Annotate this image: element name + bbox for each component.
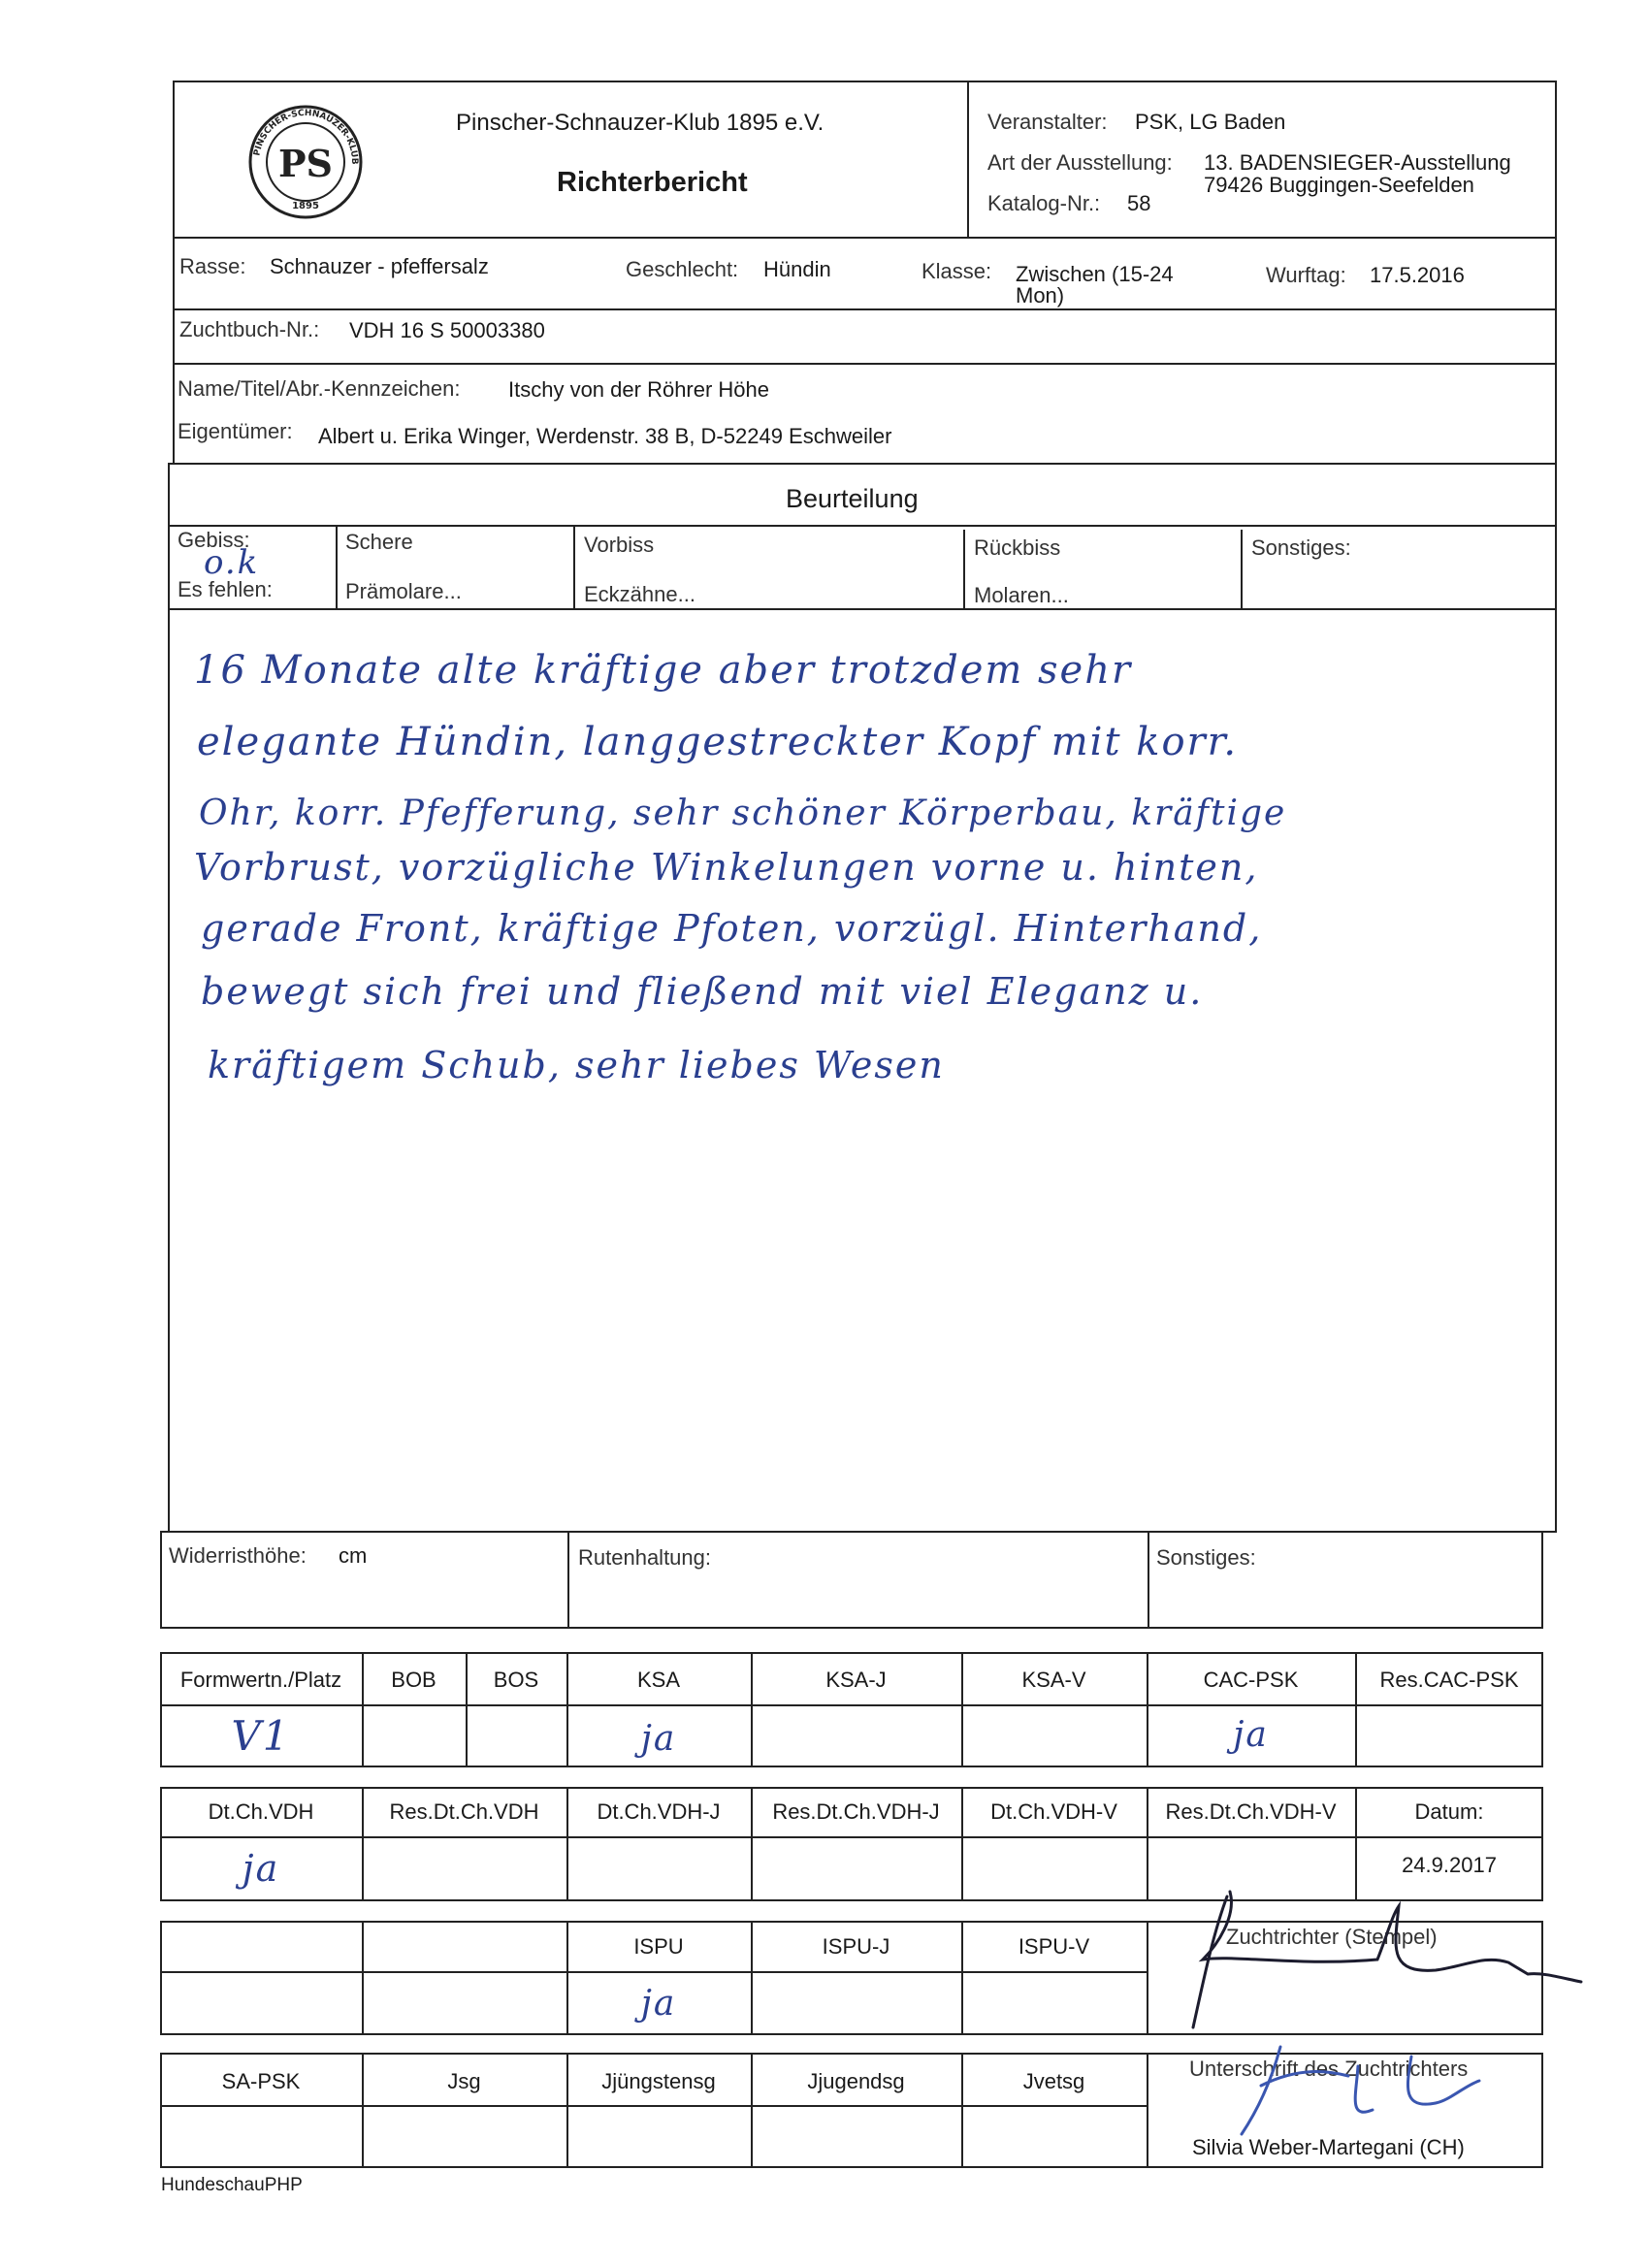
- schere-label: Schere: [345, 530, 413, 554]
- breed-value: Schnauzer - pfeffersalz: [270, 254, 489, 278]
- g4-h-jvetsg: Jvetsg: [1022, 2069, 1085, 2093]
- svg-text:PS: PS: [277, 142, 334, 185]
- show-type-value-1: 13. BADENSIEGER-Ausstellung: [1204, 150, 1511, 175]
- g3-h-ispu-j: ISPU-J: [822, 1934, 890, 1959]
- praemolare-label: Prämolare...: [345, 579, 462, 603]
- g2-v-dtch: ja: [242, 1847, 280, 1890]
- g4-h-jsg: Jsg: [447, 2069, 481, 2093]
- judge-signature-1: [1145, 1877, 1591, 2042]
- g1-h-bos: BOS: [493, 1668, 539, 1692]
- class-label: Klasse:: [922, 259, 992, 283]
- catalog-value: 58: [1127, 191, 1151, 215]
- organizer-label: Veranstalter:: [987, 110, 1108, 134]
- vorbiss-label: Vorbiss: [584, 533, 655, 557]
- assessment-line-2: elegante Hündin, langgestreckter Kopf mit korr.: [197, 720, 1239, 764]
- club-logo: [238, 102, 373, 223]
- litter-label: Wurftag:: [1266, 263, 1346, 287]
- measure-other-label: Sonstiges:: [1156, 1545, 1256, 1570]
- name-label: Name/Titel/Abr.-Kennzeichen:: [178, 376, 461, 401]
- g2-h-datum: Datum:: [1414, 1799, 1484, 1824]
- g4-h-jjuengstensg: Jjüngstensg: [601, 2069, 716, 2093]
- owner-value: Albert u. Erika Winger, Werdenstr. 38 B, D-52249 Eschweiler: [318, 424, 892, 448]
- sex-value: Hündin: [763, 257, 831, 281]
- assessment-line-3: Ohr, korr. Pfefferung, sehr schöner Körperbau, kräftige: [199, 794, 1287, 833]
- assessment-heading: Beurteilung: [786, 484, 919, 513]
- assessment-line-5: gerade Front, kräftige Pfoten, vorzügl. Hinterhand,: [201, 907, 1263, 950]
- g2-h-dtch: Dt.Ch.VDH: [208, 1799, 314, 1824]
- g2-h-dtch-v: Dt.Ch.VDH-V: [990, 1799, 1117, 1824]
- g1-h-ksa-j: KSA-J: [825, 1668, 887, 1692]
- g1-h-formwert: Formwertn./Platz: [179, 1668, 342, 1692]
- svg-text:1895: 1895: [292, 201, 319, 211]
- software-footer: HundeschauPHP: [161, 2175, 303, 2195]
- catalog-label: Katalog-Nr.:: [987, 191, 1101, 215]
- studbook-value: VDH 16 S 50003380: [349, 318, 545, 342]
- g2-h-resdtch-j: Res.Dt.Ch.VDH-J: [772, 1799, 940, 1824]
- g1-v-formwert: V1: [231, 1712, 291, 1760]
- show-type-label: Art der Ausstellung:: [987, 150, 1173, 175]
- g2-h-resdtch: Res.Dt.Ch.VDH: [389, 1799, 539, 1824]
- g4-h-sa-psk: SA-PSK: [221, 2069, 301, 2093]
- g2-h-resdtch-v: Res.Dt.Ch.VDH-V: [1165, 1799, 1337, 1824]
- g1-h-bob: BOB: [391, 1668, 436, 1692]
- g1-h-ksa-v: KSA-V: [1021, 1668, 1086, 1692]
- studbook-label: Zuchtbuch-Nr.:: [179, 317, 320, 341]
- sex-label: Geschlecht:: [626, 257, 739, 281]
- organizer-value: PSK, LG Baden: [1135, 110, 1286, 134]
- height-label: Widerristhöhe:: [169, 1543, 307, 1568]
- molaren-label: Molaren...: [974, 583, 1069, 607]
- judge-stamp-label: Zuchtrichter (Stempel): [1226, 1925, 1438, 1949]
- g3-h-ispu-v: ISPU-V: [1018, 1934, 1090, 1959]
- g1-h-cac: CAC-PSK: [1203, 1668, 1299, 1692]
- g1-v-ksa: ja: [640, 1719, 677, 1759]
- missing-label: Es fehlen:: [178, 577, 273, 601]
- show-type-value-2: 79426 Buggingen-Seefelden: [1204, 173, 1474, 197]
- gebiss-handwritten: o.k: [204, 543, 260, 582]
- class-value-2: Mon): [1016, 283, 1065, 308]
- signature-label: Unterschrift des Zuchtrichters: [1189, 2057, 1469, 2081]
- judge-name: Silvia Weber-Martegani (CH): [1192, 2135, 1465, 2159]
- g2-v-datum: 24.9.2017: [1402, 1853, 1497, 1877]
- g3-v-ispu: ja: [640, 1984, 677, 2024]
- gebiss-label: Gebiss:: [178, 528, 250, 552]
- club-name: Pinscher-Schnauzer-Klub 1895 e.V.: [456, 110, 824, 136]
- judge-signature-2: [1203, 2027, 1494, 2154]
- height-unit: cm: [339, 1543, 368, 1568]
- breed-label: Rasse:: [179, 254, 246, 278]
- assessment-line-1: 16 Monate alte kräftige aber trotzdem sehr: [194, 648, 1133, 693]
- assessment-line-6: bewegt sich frei und fließend mit viel Eleganz u.: [201, 970, 1204, 1013]
- sonstiges-teeth-label: Sonstiges:: [1251, 535, 1351, 560]
- g1-h-ksa: KSA: [636, 1668, 681, 1692]
- report-title: Richterbericht: [557, 167, 748, 198]
- rueckbiss-label: Rückbiss: [974, 535, 1061, 560]
- litter-value: 17.5.2016: [1370, 263, 1465, 287]
- measure-row: [160, 1531, 1543, 1629]
- eckzaehne-label: Eckzähne...: [584, 582, 695, 606]
- name-value: Itschy von der Röhrer Höhe: [508, 377, 770, 402]
- g4-h-jjugendsg: Jjugendsg: [807, 2069, 905, 2093]
- assessment-line-7: kräftigem Schub, sehr liebes Wesen: [208, 1044, 945, 1086]
- g1-h-rescac: Res.CAC-PSK: [1379, 1668, 1519, 1692]
- assessment-line-4: Vorbrust, vorzügliche Winkelungen vorne u. hinten,: [194, 846, 1259, 889]
- class-value-1: Zwischen (15-24: [1016, 262, 1174, 286]
- svg-text:PINSCHER-SCHNAUZER-KLUB: PINSCHER-SCHNAUZER-KLUB: [252, 108, 360, 165]
- g1-v-cac: ja: [1233, 1715, 1269, 1755]
- g2-h-dtch-j: Dt.Ch.VDH-J: [597, 1799, 721, 1824]
- g3-h-ispu: ISPU: [633, 1934, 684, 1959]
- owner-label: Eigentümer:: [178, 419, 293, 443]
- tail-label: Rutenhaltung:: [578, 1545, 711, 1570]
